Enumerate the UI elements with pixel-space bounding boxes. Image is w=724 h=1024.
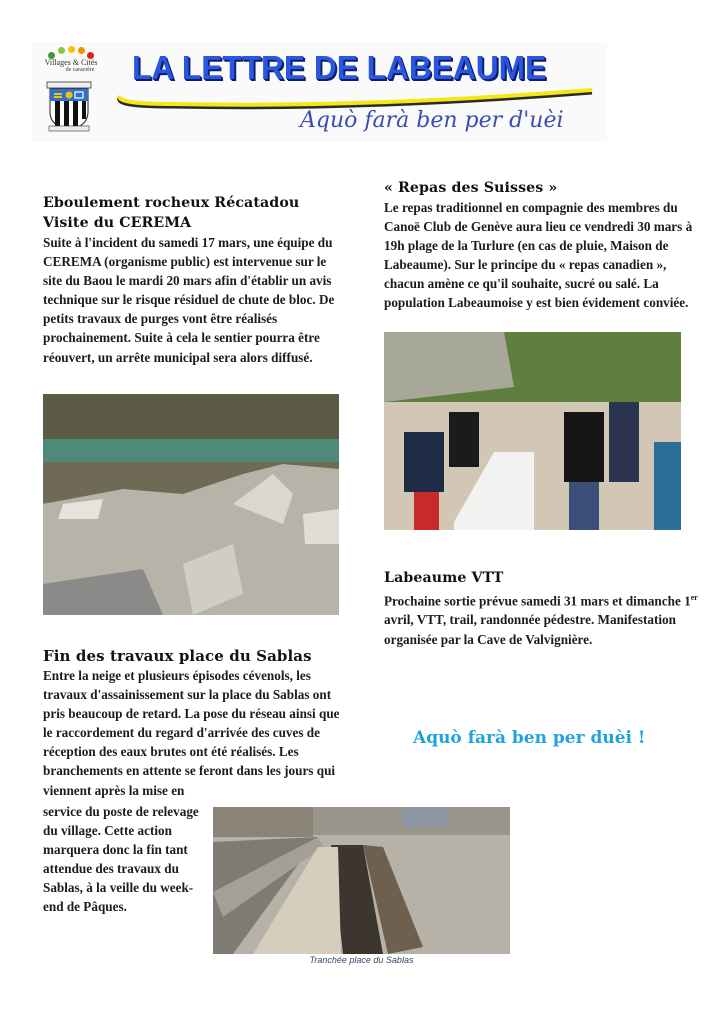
photo-caption: Tranchée place du Sablas xyxy=(309,955,414,965)
article-body: Suite à l'incident du samedi 17 mars, une équipe du CEREMA (organisme public) est intervenue sur le site du Baou le mardi 20 mars afin d'établir un avis technique sur le risque résiduel de chute de bloc. De petits travaux de purges vont être réalisés prochainement. Suite à cela le sentier pourra être réouvert, un arrête municipal sera alors diffusé. xyxy=(43,235,335,365)
article-body-continued: service du poste de relevage du village. Cette action marquera donc la fin tant attendue des travaux du Sablas, à la veille du week-end de Pâques. xyxy=(43,804,199,915)
article-title: Fin des travaux place du Sablas xyxy=(43,647,312,665)
body-text: avril, VTT, trail, randonnée pédestre. Manifestation organisée par la Cave de Valvignière. xyxy=(384,612,676,647)
closing-slogan: Aquò farà ben per duèi ! xyxy=(413,728,646,748)
ordinal-superscript: er xyxy=(690,593,698,602)
article-title: « Repas des Suisses » xyxy=(384,180,558,196)
article-body-wrapped xyxy=(43,802,208,917)
picnic-gathering-photo xyxy=(384,332,681,530)
article-labeaume-vtt xyxy=(384,568,704,649)
article-title-line1: Eboulement rocheux Récatadou xyxy=(43,195,300,211)
body-text: Prochaine sortie prévue samedi 31 mars et dimanche 1 xyxy=(384,593,691,609)
newsletter-tagline: Aquò farà ben per d'uèi xyxy=(300,108,564,133)
article-title: Labeaume VTT xyxy=(384,570,504,586)
article-title xyxy=(43,193,348,233)
villages-cites-label xyxy=(38,58,104,74)
logo-label-line2: de caractère xyxy=(65,67,95,73)
rockfall-photo xyxy=(43,394,339,615)
article-body: Entre la neige et plusieurs épisodes cévenols, les travaux d'assainissement sur la place du Sablas ont pris beaucoup de retard. La pose du réseau ainsi que le raccordement du regard d'arrivée des cuves de réception des eaux brutes ont été réalisés. Les branchements en attente se feront dans les jours qui viennent après la mise en xyxy=(43,668,340,798)
labeaume-coat-of-arms-icon xyxy=(45,80,93,132)
article-eboulement xyxy=(43,193,348,367)
newsletter-title: LA LETTRE DE LABEAUME xyxy=(132,49,547,86)
article-title-line2: Visite du CEREMA xyxy=(43,215,192,231)
article-body: Le repas traditionnel en compagnie des membres du Canoë Club de Genève aura lieu ce vendredi 30 mars à 19h plage de la Turlure (en cas de pluie, Maison de Labeaume). Sur le principe du « repas canadien », chacun amène ce qu'il souhaite, sucré ou salé. La population Labeaumoise y est bien évidement conviée. xyxy=(384,200,693,311)
trench-photo xyxy=(213,807,510,954)
logo-label-line1: Villages & Cités xyxy=(44,58,98,67)
article-repas-des-suisses xyxy=(384,178,704,313)
article-travaux-sablas xyxy=(43,646,348,800)
article-body xyxy=(384,588,704,649)
